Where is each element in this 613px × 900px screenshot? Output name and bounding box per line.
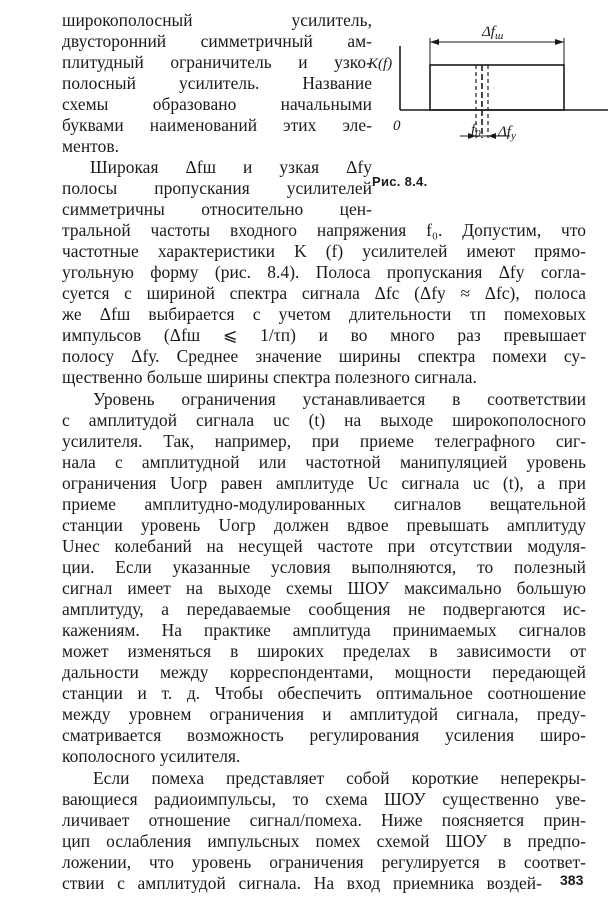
text-line: ограничения Uогр равен амплитуде Uс сигнала uс (t), а при: [62, 473, 586, 493]
figure-8-4: [360, 8, 610, 188]
text-line: усилителя. Так, например, при приеме телеграфного сиг-: [62, 431, 586, 451]
text-line: приеме амплитудно-модулированных сигналов вещательной: [62, 494, 586, 514]
paragraph-start: Если помеха представляет собой короткие неперекры-: [93, 768, 586, 788]
text-line: ции. Если указанные условия выполняются, то полезный: [62, 557, 586, 577]
text-line: сигнал имеет на выходе схемы ШОУ максимально большую: [62, 578, 586, 598]
text-line: буквами наименований этих эле-: [62, 115, 372, 135]
text-line: полосы пропускания усилителей: [62, 178, 372, 198]
text-line: цип ослабления импульсных помех схемой ШОУ в предпо-: [62, 831, 586, 851]
text-line: суется с шириной спектра сигнала Δfс (Δfу ≈ Δfс), полоса: [62, 283, 586, 303]
text-line: щественно больше ширины спектра полезного сигнала.: [62, 367, 477, 387]
text-line: широкополосный усилитель,: [62, 10, 372, 30]
text-line: дальности между корреспондентами, мощности передающей: [62, 662, 586, 682]
wide-band-label: $\Delta f_ш$: [482, 24, 504, 42]
text-line: схемы образовано начальными: [62, 94, 372, 114]
text-line: личивает отношение сигнал/помеха. Ниже поясняется прин-: [62, 810, 586, 830]
text-line: станции уровень Uогр должен вдвое превышать амплитуду: [62, 515, 586, 535]
paragraph-start: Уровень ограничения устанавливается в соответствии: [93, 389, 586, 409]
text-line: нала с амплитудной или частотной манипуляцией уровень: [62, 452, 586, 472]
text-line: тральной частоты входного напряжения f₀. Допустим, что: [62, 220, 586, 240]
text-line: сматривается возможность регулирования усиления широ-: [62, 725, 586, 745]
text-line: ментов.: [62, 136, 120, 156]
text-line: полосный усилитель. Название: [62, 73, 372, 93]
text-line: амплитуду, а передаваемые сообщения не подвергаются ис-: [62, 599, 586, 619]
text-line: может изменяться в широких пределах в зависимости от: [62, 641, 586, 661]
text-line: с амплитудой сигнала uс (t) на выходе широкополосного: [62, 410, 586, 430]
paragraph-start: Широкая Δfш и узкая Δfу: [90, 157, 372, 177]
y-axis-label: K(f): [368, 56, 393, 72]
text-line: импульсов (Δfш ⩽ 1/τп) и во много раз превышает: [62, 325, 586, 345]
text-line: вающиеся радиоимпульсы, то схема ШОУ существенно уве-: [62, 789, 586, 809]
wide-band-rect: [430, 65, 564, 110]
origin-label: 0: [393, 118, 401, 134]
center-freq-label: $f_0$: [471, 122, 481, 140]
text-line: полосу Δfу. Среднее значение ширины спектра помехи су-: [62, 346, 586, 366]
text-line: частотные характеристики K (f) усилителей имеют прямо-: [62, 241, 586, 261]
text-line: кажениям. На практике амплитуда принимаемых сигналов: [62, 620, 586, 640]
text-line: же Δfш выбирается с учетом длительности τп помеховых: [62, 304, 586, 324]
text-line: угольную форму (рис. 8.4). Полоса пропускания Δfу согла-: [62, 262, 586, 282]
text-line: плитудный ограничитель и узко-: [62, 52, 372, 72]
text-line: Uнес колебаний на несущей частоте при отсутствии модуля-: [62, 536, 586, 556]
text-line: ствии с амплитудой сигнала. На вход приемника воздей-: [62, 873, 542, 893]
text-line: станции и т. д. Чтобы обеспечить оптимальное соотношение: [62, 683, 586, 703]
text-line: кополосного усилителя.: [62, 746, 241, 766]
text-line: двусторонний симметричный ам-: [62, 31, 372, 51]
narrow-band-label: $\Delta f_у$: [498, 124, 516, 142]
page-number: 383: [560, 872, 584, 888]
text-line: ложении, что уровень ограничения регулируется в соответ-: [62, 852, 586, 872]
text-line: между уровнем ограничения и амплитудой сигнала, преду-: [62, 704, 586, 724]
figure-caption: Рис. 8.4.: [372, 174, 428, 189]
text-line: симметричны относительно цен-: [62, 199, 372, 219]
